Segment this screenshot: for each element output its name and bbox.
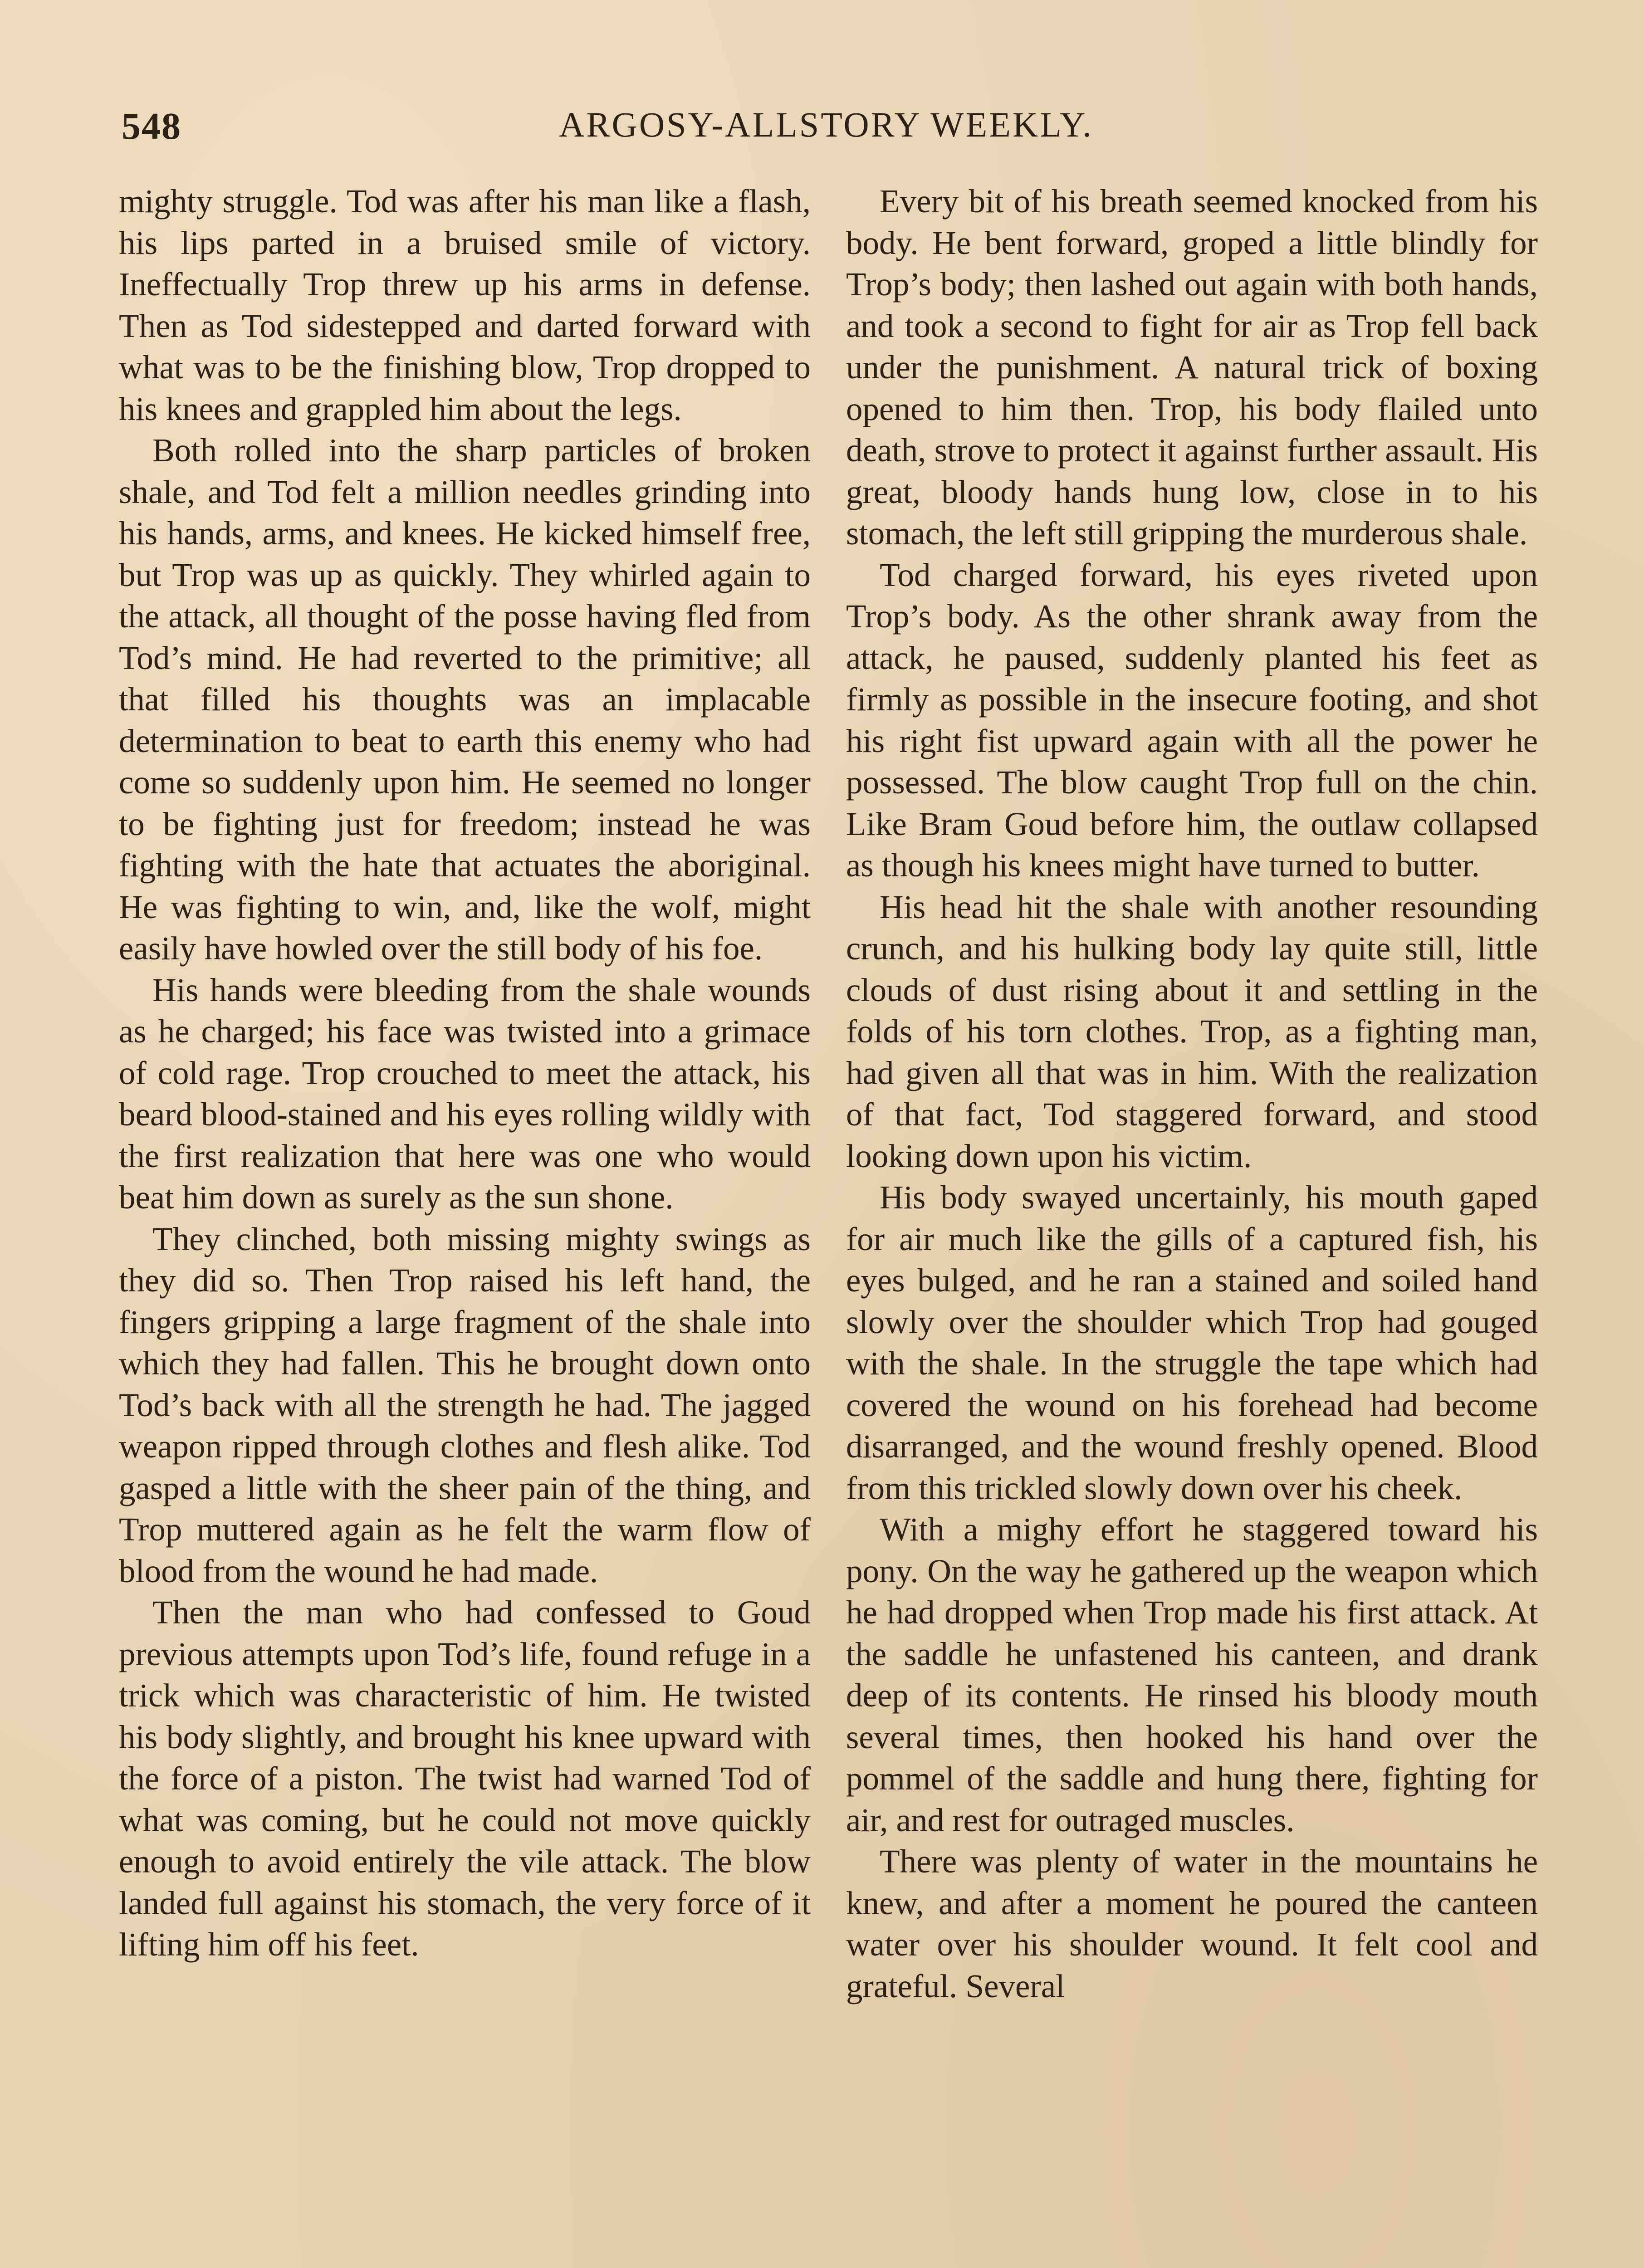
paragraph: His hands were bleeding from the shale wounds as he charged; his face was twisted into a grimace of cold rage. Trop crouched to meet the attack, his beard blood-stained and his eyes rolling wildly with the first realization that here was one who would beat him down as surely as the sun shone. bbox=[119, 971, 811, 1216]
page-header bbox=[122, 104, 1531, 154]
paragraph: mighty struggle. Tod was after his man like a flash, his lips parted in a bruised smile of victory. Ineffectually Trop threw up his arms in defense. Then as Tod sidestepped and darted forward with what was to be the finishing blow, Trop dropped to his knees and grappled him about the legs. bbox=[119, 183, 811, 427]
page-number: 548 bbox=[122, 105, 181, 147]
paragraph: His body swayed uncertainly, his mouth gaped for air much like the gills of a captured fish, his eyes bulged, and he ran a stained and soiled hand slowly over the shoulder which Trop had gouged with the shale. In the struggle the tape which had covered the wound on his forehead had become disarranged, and the wound freshly opened. Blood from this trickled slowly down over his cheek. bbox=[846, 1179, 1538, 1506]
paragraph: Both rolled into the sharp particles of broken shale, and Tod felt a million needles grinding into his hands, arms, and knees. He kicked himself free, but Trop was up as quickly. They whirled again to the attack, all thought of the posse having fled from Tod’s mind. He had reverted to the primitive; all that filled his thoughts was an implacable determination to beat to earth this enemy who had come so suddenly upon him. He seemed no longer to be fighting just for freedom; instead he was fighting with the hate that actuates the aboriginal. He was fighting to win, and, like the wolf, might easily have howled over the still body of his foe. bbox=[119, 432, 811, 967]
paragraph: They clinched, both missing mighty swings as they did so. Then Trop raised his left hand, the fingers gripping a large fragment of the shale into which they had fallen. This he brought down onto Tod’s back with all the strength he had. The jagged weapon ripped through clothes and flesh alike. Tod gasped a little with the sheer pain of the thing, and Trop muttered again as he felt the warm flow of blood from the wound he had made. bbox=[119, 1220, 811, 1589]
paragraph: There was plenty of water in the mountains he knew, and after a moment he poured the canteen water over his shoulder wound. It felt cool and grateful. Several bbox=[846, 1843, 1538, 2004]
paragraph: Every bit of his breath seemed knocked from his body. He bent forward, groped a little blindly for Trop’s body; then lashed out again with both hands, and took a second to fight for air as Trop fell back under the punishment. A natural trick of boxing opened to him then. Trop, his body flailed unto death, strove to protect it against further assault. His great, bloody hands hung low, close in to his stomach, the left still gripping the murderous shale. bbox=[846, 183, 1538, 552]
running-title: ARGOSY-ALLSTORY WEEKLY. bbox=[559, 105, 1093, 144]
paragraph: His head hit the shale with another resounding crunch, and his hulking body lay quite still, little clouds of dust rising about it and settling in the folds of his torn clothes. Trop, as a fighting man, had given all that was in him. With the realization of that fact, Tod staggered forward, and stood looking down upon his victim. bbox=[846, 888, 1538, 1174]
left-column bbox=[119, 181, 811, 1965]
paragraph: Tod charged forward, his eyes riveted upon Trop’s body. As the other shrank away from the attack, he paused, suddenly planted his feet as firmly as possible in the insecure footing, and shot his right fist upward again with all the power he possessed. The blow caught Trop full on the chin. Like Bram Goud before him, the outlaw collapsed as though his knees might have turned to butter. bbox=[846, 556, 1538, 884]
paragraph: With a mighy effort he staggered toward his pony. On the way he gathered up the weapon which he had dropped when Trop made his first attack. At the saddle he unfastened his canteen, and drank deep of its contents. He rinsed his bloody mouth several times, then hooked his hand over the pommel of the saddle and hung there, fighting for air, and rest for outraged muscles. bbox=[846, 1511, 1538, 1838]
right-column bbox=[846, 181, 1538, 2007]
paragraph: Then the man who had confessed to Goud previous attempts upon Tod’s life, found refuge in a trick which was characteristic of him. He twisted his body slightly, and brought his knee upward with the force of a piston. The twist had warned Tod of what was coming, but he could not move quickly enough to avoid entirely the vile attack. The blow landed full against his stomach, the very force of it lifting him off his feet. bbox=[119, 1594, 811, 1963]
